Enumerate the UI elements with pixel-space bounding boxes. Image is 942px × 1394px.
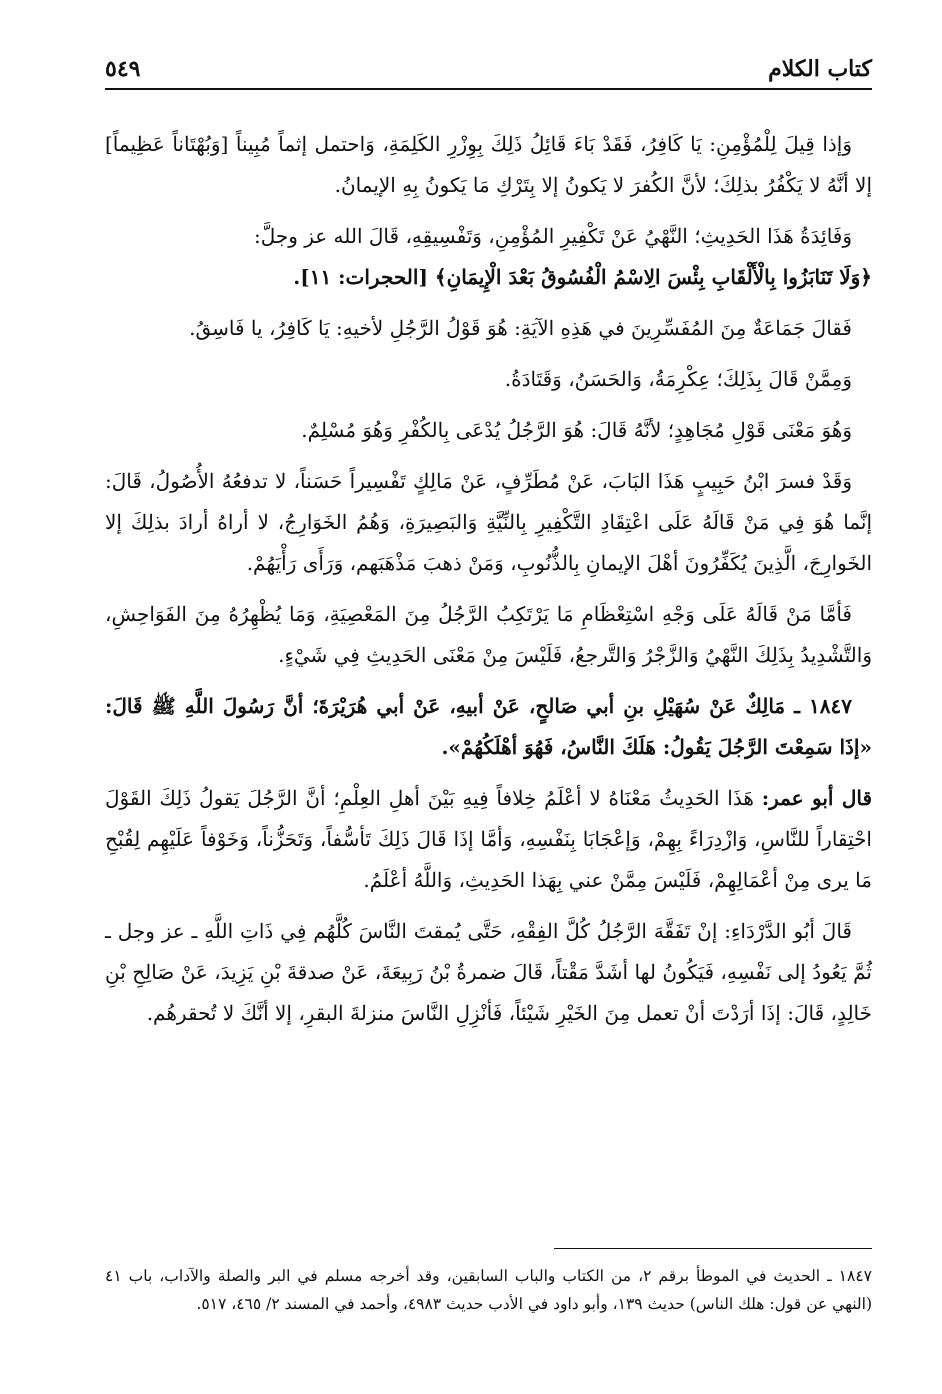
footnote-separator <box>554 1248 872 1249</box>
paragraph: فَأمَّا مَنْ قَالَهُ عَلَى وَجْهِ اسْتِعْظَامِ مَا يَرْتَكِبُ الرَّجُلُ مِنَ المَعْصِيَةِ، وَمَا يُظْهِرُهُ مِنَ الفَوَاحِشِ، وَالتَّشْدِيدُ بِذَلِكَ النَّهْيُ وَالزَّجْرُ وَالتَّرجعُ، فَلَيْسَ مِنْ مَعْنَى الحَدِيثِ فِي شَيْءٍ. <box>105 602 872 667</box>
paragraph: قَالَ أبُو الدَّرْدَاءِ: إنْ تَفَقَّهَ الرَّجُلُ كُلَّ الفِقْهِ، حَتَّى يُمقتَ النَّاسَ كُلَّهُم فِي ذَاتِ اللَّهِ ـ عز وجل ـ ثُمَّ يَعُودُ إلى نَفْسِهِ، فَيَكُونُ لها أشَدَّ مَقْتاً، قَالَ ضمرةُ بْنُ رَبِيعَةَ، عَنْ صدقةَ بْنِ يَزِيدَ، عَنْ صَالِحِ بْنِ خَالِدٍ، قَالَ: إذَا أرَدْتَ أنْ تعمل مِنَ الخَيْرِ شَيْئاً، فَأنْزِلِ النَّاسَ منزلةَ البقرِ، إلا أنَّكَ لا تُحقرهُم. <box>105 919 872 1025</box>
footnote: ١٨٤٧ ـ الحديث في الموطأ برقم ٢، من الكتاب والباب السابقين، وقد أخرجه مسلم في البر والصلة والآداب، باب ٤١ (النهي عن قول: هلك الناس) حديث ١٣٩، وأبو داود في الأدب حديث ٤٩٨٣، وأحمد في المسند ٢/ ٤٦٥، ٥١٧. <box>105 1267 872 1313</box>
commentary-text: هَذَا الحَدِيثُ مَعْنَاهُ لا أعْلَمُ خِلافاً فِيهِ بَيْنَ أهلِ العِلْمِ؛ أنَّ الرَّجُلَ يَقولُ ذَلِكَ القَوْلَ احْتِقاراً للنَّاسِ، وَازْدِرَاءً بِهِمْ، وَإعْجَابَا بِنَفْسِهِ، وَأمَّا إذَا قَالَ ذَلِكَ تَأسُّفاً، وَتَحَزُّناً، وَخَوْفاً عَلَيْهِم لِقُبْحِ مَا يرى مِنْ أعْمَالِهِمْ، فَلَيْسَ مِمَّنْ عني بِهَذا الحَدِيثِ، وَاللَّهُ أعْلَمُ. <box>105 786 872 892</box>
quran-verse: ﴿وَلَا تَنَابَزُوا بِالْأَلْقَابِ بِئْسَ الِاسْمُ الْفُسُوقُ بَعْدَ الْإِيمَانِ﴾ [الحجرات: ١١]. <box>293 265 872 289</box>
page-number: ٥٤٩ <box>105 56 141 82</box>
paragraph: وَمِمَّنْ قَالَ بِذَلِكَ؛ عِكْرِمَةُ، وَالحَسَنُ، وَقَتَادَةُ. <box>504 367 852 391</box>
paragraph: فَقالَ جَمَاعَةٌ مِنَ المُفَسِّرِينَ في هَذِهِ الآيَةِ: هُوَ قَوْلُ الرَّجُلِ لأخيهِ: يَا كَافِرُ، يا فَاسِقُ. <box>189 316 852 340</box>
paragraph: وَهُوَ مَعْنَى قَوْلِ مُجَاهِدٍ؛ لأنَّهُ قَالَ: هُوَ الرَّجُلُ يُدْعَى بِالكُفْرِ وَهُوَ مُسْلِمٌ. <box>301 418 852 442</box>
paragraph: وَإذا قِيلَ لِلْمُؤْمِنِ: يَا كَافِرُ، فَقَدْ بَاءَ قَائِلُ ذَلِكَ بِوِزْرِ الكَلِمَةِ، وَاحتمل إثماً مُبِيناً [وَبُهْتَاناً عَظِيماً] إلا أنَّهُ لا يَكْفُرُ بذلِكَ؛ لأنَّ الكُفرَ لا يَكونُ إلا بِتَرْكِ مَا يَكونُ بِهِ الإيمانُ. <box>105 132 872 197</box>
page-header <box>105 48 872 90</box>
footnotes <box>105 1262 872 1318</box>
paragraph: وَفَائِدَةُ هَذَا الحَدِيثِ؛ النَّهْيُ عَنْ تَكْفِيرِ المُؤْمِنِ، وَتَفْسِيقِهِ، قَالَ الله عز وجلَّ: <box>253 224 852 248</box>
paragraph: وَقَدْ فسرَ ابْنُ حَبِيبٍ هَذَا البَابَ، عَنْ مُطَرِّفٍ، عَنْ مَالِكٍ تَفْسِيراً حَسَناً، لا تدفعُهُ الأُصُولُ، قَالَ: إنَّما هُوَ فِي مَنْ قَالَهُ عَلَى اعْتِقَادِ التَّكْفِيرِ بِالنِّيَّةِ وَالبَصِيرَةِ، وَهُمُ الخَوَارِجُ، لا أراهُ أرادَ بذلِكَ إلا الخَوارِجَ، الَّذِينَ يُكَفِّرُونَ أهْلَ الإيمانِ بِالذُّنُوبِ، وَمَنْ ذهبَ مَذْهَبَهم، وَرَأَى رَأْيَهُمْ. <box>105 469 872 575</box>
main-text <box>105 124 872 1044</box>
commentary-paragraph <box>105 778 872 901</box>
book-title: كتاب الكلام <box>768 56 872 82</box>
hadith-entry: ١٨٤٧ ـ مَالِكٌ عَنْ سُهَيْلِ بنِ أبي صَالحٍ، عَنْ أبيهِ، عَنْ أبي هُرَيْرَةَ؛ أنَّ رَسُولَ اللَّهِ ﷺ قَالَ: «إذَا سَمِعْتَ الرَّجُلَ يَقُولُ: هَلَكَ النَّاسُ، فَهُوَ أهْلَكُهُمْ». <box>105 694 872 759</box>
commentary-lead: قال أبو عمر: <box>761 786 873 810</box>
